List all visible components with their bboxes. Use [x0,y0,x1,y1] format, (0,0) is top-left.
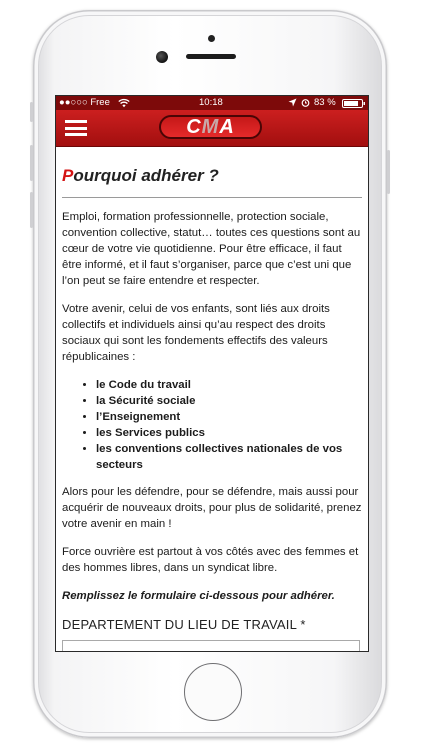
page-title [62,166,362,186]
status-bar [56,96,368,110]
rights-paragraph: Votre avenir, celui de vos enfants, sont liés aux droits collectifs et individuels ainsi qu’au respect des droits sociaux qui sont les fondements effectifs des valeurs républicaines : [62,303,330,363]
logo-letter-c: C [186,116,202,138]
list-item: • les conventions collectives nationales de vos secteurs [96,441,362,473]
page-content [62,146,362,652]
department-field-label: DEPARTEMENT DU LIEU DE TRAVAIL * [62,617,306,632]
app-header [56,110,368,147]
hamburger-icon[interactable] [65,120,87,136]
proximity-sensor [208,35,215,42]
list-item: • le Code du travail [96,377,362,393]
list-item: • l’Enseignement [96,409,362,425]
logo-letter-m: M [201,116,220,138]
page-title-text: ourquoi adhérer ? [73,166,219,185]
defend-paragraph: Alors pour les défendre, pour se défendre, mais aussi pour acquérir de nouveaux droits, pour plus de solidarité, prenez votre avenir en main ! [62,486,362,530]
app-screen [55,95,369,652]
logo-letter-a: A [219,116,235,138]
list-item: • la Sécurité sociale [96,393,362,409]
carrier-signal: ●●○○○ Free [59,97,110,108]
home-button[interactable] [184,663,242,721]
page-title-initial: P [62,166,74,185]
cma-logo [159,115,262,139]
title-divider [62,197,362,198]
intro-paragraph: Emploi, formation professionnelle, protection sociale, convention collective, statut… toutes ces questions sont au cœur de votre vie quotidienne. Pour être efficace, il faut être informé, et il faut s’organiser, parce que c’est uni que l’on peut se faire entendre et respecter. [62,211,361,287]
form-call-to-action: Remplissez le formulaire ci-dessous pour adhérer. [62,590,335,602]
status-time: 10:18 [199,97,223,108]
department-field[interactable] [62,640,360,652]
power-button [387,150,390,194]
earpiece-speaker [186,54,236,59]
battery-percentage: 83 % [314,97,336,108]
list-item: • les Services publics [96,425,362,441]
volume-down-button [30,192,33,228]
front-camera [156,51,168,63]
support-paragraph: Force ouvrière est partout à vos côtés avec des femmes et des hommes libres, dans un syndicat libre. [62,546,359,574]
rights-list [62,377,362,473]
volume-up-button [30,145,33,181]
mute-switch [30,102,33,122]
